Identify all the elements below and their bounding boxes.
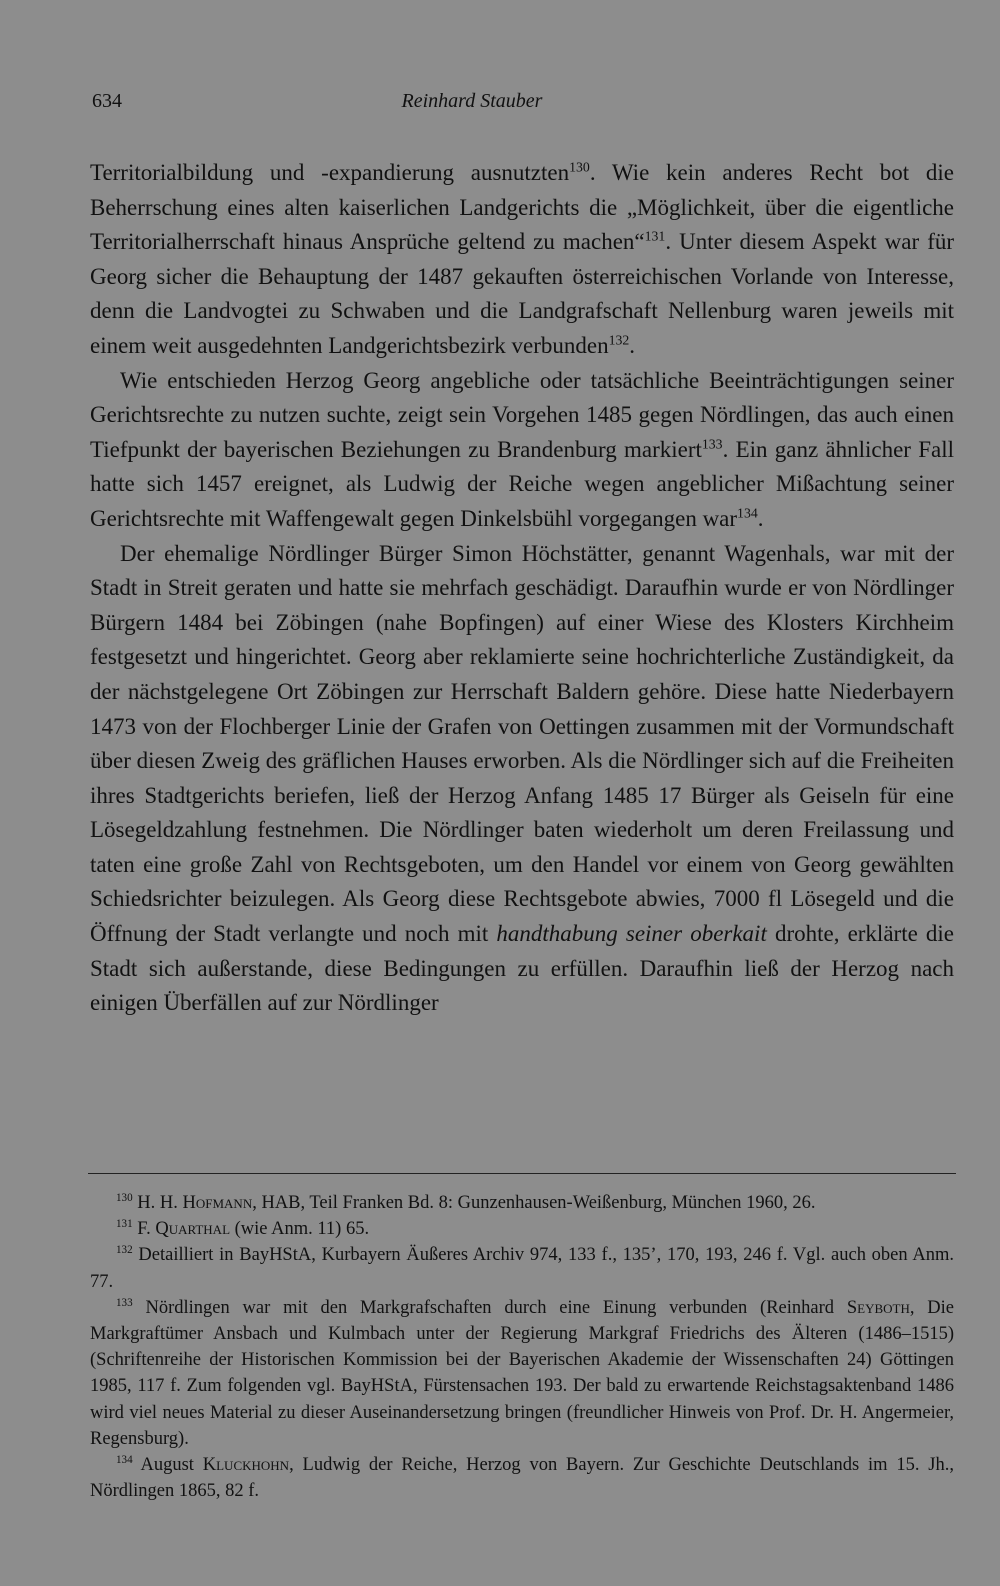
paragraph bbox=[90, 156, 954, 364]
footnote-number: 132 bbox=[116, 1244, 133, 1257]
text-run: H. H. bbox=[137, 1193, 183, 1213]
author-name: Hofmann bbox=[182, 1193, 253, 1213]
footnote-ref: 132 bbox=[608, 332, 630, 348]
text-run: . bbox=[757, 505, 764, 531]
text-run: . Wie kein anderes Recht bot die Beherrschung eines alten kaiserlichen Landgerichts die „Möglichkeit, über die eigentliche Territorialherrschaft hinaus Ansprüche geltend zu machen“ bbox=[90, 160, 954, 255]
footnote bbox=[90, 1190, 954, 1216]
paragraph bbox=[90, 537, 954, 1021]
running-head-author: Reinhard Stauber bbox=[401, 90, 543, 112]
paragraph bbox=[90, 364, 954, 537]
footnote-number: 130 bbox=[116, 1191, 133, 1204]
text-run: Territorialbildung und -expandierung ausnutzten bbox=[90, 160, 570, 185]
text-run: . Unter diesem Aspekt war für Georg sicher die Behauptung der 1487 gekauften österreichischen Vorlande von Interesse, denn die Landvogtei zu Schwaben und die Landgrafschaft Nellenburg waren jeweils mit einem weit ausgedehnten Landgerichtsbezirk verbunden bbox=[90, 229, 955, 358]
footnote-divider bbox=[88, 1173, 956, 1174]
footnote-ref: 131 bbox=[644, 228, 666, 244]
text-run: (wie Anm. 11) 65. bbox=[230, 1219, 370, 1240]
footnote-ref: 134 bbox=[737, 505, 758, 521]
footnotes bbox=[90, 1190, 954, 1504]
text-run: Der ehemalige Nördlinger Bürger Simon Höchstätter, genannt Wagenhals, war mit der Stadt in Streit geraten und hatte sie mehrfach geschädigt. Daraufhin wurde er von Nördlinger Bürgern 1484 bei Zöbingen (nahe Bopfingen) auf einer Wiese des Klosters Kirchheim festgesetzt und hingerichtet. Georg aber reklamierte seine hochrichterliche Zuständigkeit, da der nächstgelegene Ort Zöbingen zur Herrschaft Baldern gehöre. Diese hatte Niederbayern 1473 von der Flochberger Linie der Grafen von Oettingen zusammen mit der Vormundschaft über diesen Zweig des gräflichen Hauses erworben. Als die Nördlinger sich auf die Freiheiten ihres Stadtgerichts beriefen, ließ der Herzog Anfang 1485 17 Bürger als Geiseln für eine Lösegeldzahlung festnehmen. Die Nördlinger baten wiederholt um deren Freilassung und taten eine große Zahl von Rechtsgeboten, um den Handel vor einem von Georg gewählten Schiedsrichter beizulegen. Als Georg diese Rechtsgebote abwies, 7000 fl Lösegeld und die Öffnung der Stadt verlangte und noch mit bbox=[90, 540, 954, 947]
text-run: August bbox=[140, 1455, 203, 1476]
text-run: , Die Markgraftümer Ansbach und Kulmbach unter der Regierung Markgraf Friedrichs des Älteren (1486–1515) (Schriftenreihe der Historischen Kommission bei der Bayerischen Akademie der Wissenschaften 24) Göttingen 1985, 117 f. Zum folgenden vgl. BayHStA, Fürstensachen 193. Der bald zu erwartende Reichstagsaktenband 1486 wird viel neues Material zu dieser Auseinandersetzung bringen (freundlicher Hinweis von Prof. Dr. H. Angermeier, Regensburg). bbox=[90, 1297, 955, 1449]
footnote bbox=[90, 1216, 954, 1242]
text-run: Wie entschieden Herzog Georg angebliche oder tatsächliche Beeinträchtigungen seiner Gerichtsrechte zu nutzen suchte, zeigt sein Vorgehen 1485 gegen Nördlingen, das auch einen Tiefpunkt der bayerischen Beziehungen zu Brandenburg markiert bbox=[90, 367, 954, 462]
text-run: F. bbox=[137, 1219, 156, 1240]
main-text bbox=[90, 156, 954, 1021]
footnote bbox=[90, 1452, 954, 1504]
footnote-number: 131 bbox=[116, 1218, 133, 1231]
text-run: , HAB, Teil Franken Bd. 8: Gunzenhausen-Weißenburg, München 1960, 26. bbox=[252, 1193, 816, 1213]
author-name: Kluckhohn bbox=[202, 1455, 290, 1476]
footnote bbox=[90, 1295, 954, 1452]
page-number: 634 bbox=[92, 90, 122, 112]
text-run: drohte, erklärte die Stadt sich außerstande, diese Bedingungen zu erfüllen. Daraufhin ließ der Herzog nach einigen Überfällen auf zur Nördlinger bbox=[90, 921, 954, 1016]
author-name: Quarthal bbox=[155, 1219, 231, 1240]
footnote bbox=[90, 1242, 954, 1294]
text-run: , Ludwig der Reiche, Herzog von Bayern. Zur Geschichte Deutschlands im 15. Jh., Nördlingen 1865, 82 f. bbox=[90, 1455, 955, 1502]
footnote-number: 134 bbox=[116, 1453, 133, 1466]
footnote-number: 133 bbox=[116, 1296, 133, 1309]
footnote-ref: 133 bbox=[701, 436, 723, 452]
footnote-ref: 130 bbox=[569, 159, 590, 175]
author-name: Seyboth bbox=[846, 1297, 910, 1318]
text-run: . Ein ganz ähnlicher Fall hatte sich 1457 ereignet, als Ludwig der Reiche wegen angeblicher Mißachtung seiner Gerichtsrechte mit Waffengewalt gegen Dinkelsbühl vorgegangen war bbox=[90, 436, 954, 531]
italic-quote: handthabung seiner oberkait bbox=[496, 921, 767, 947]
text-run: Detailliert in BayHStA, Kurbayern Äußeres Archiv 974, 133 f., 135’, 170, 193, 246 f. Vgl. auch oben Anm. 77. bbox=[90, 1245, 954, 1292]
text-run: . bbox=[629, 332, 636, 358]
text-run: Nördlingen war mit den Markgrafschaften durch eine Einung verbunden (Reinhard bbox=[145, 1297, 847, 1318]
